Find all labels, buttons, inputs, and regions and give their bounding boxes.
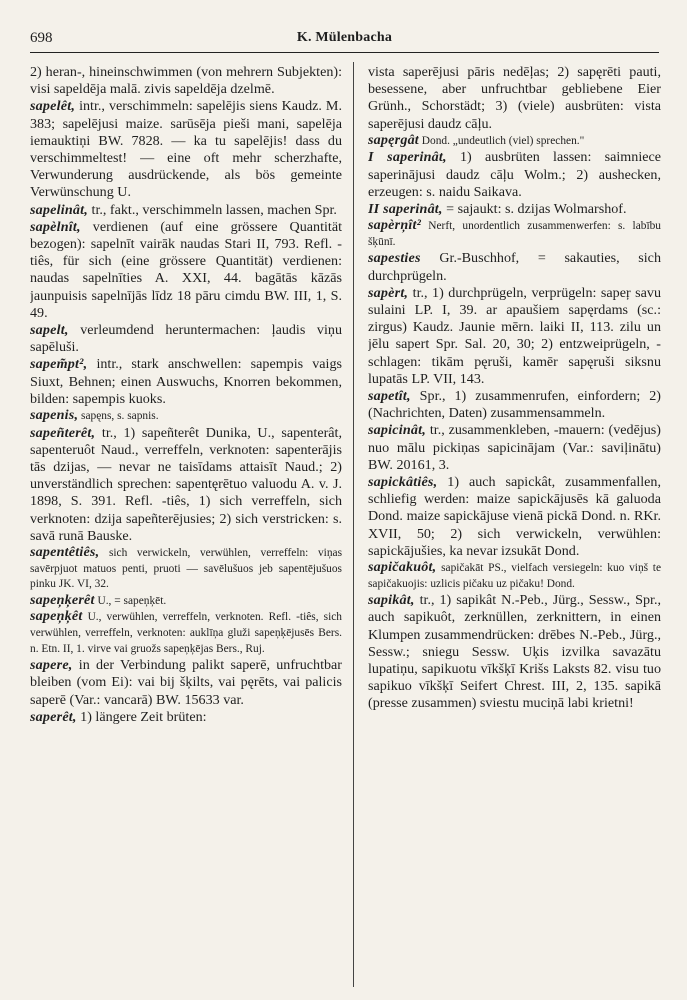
entry-text: sapęns, s. sapnis. (78, 410, 159, 423)
dictionary-entry (368, 218, 661, 250)
entry-headword: sapenis, (30, 407, 79, 424)
dictionary-entry (30, 356, 342, 408)
entry-text: intr., stark anschwellen: sapempis vaigs Siuxt, Behnen; einen Auswuchs, Knorren bekommen, bilden: sapempis kuoks. (30, 356, 342, 407)
entry-headword: sapèrņît² (368, 217, 422, 234)
entry-text: verleumdend heruntermachen: ļaudis viņu sapēluši. (30, 322, 342, 356)
entry-text: verdienen (auf eine grössere Quantität bezogen): sapelnīt vairāk naudas Stari II, 793. Refl. -tiês, für sich (eine grössere Quantität) verdienen: naudas sapelnīties A. XXI, 44. bagātās kāzās jaunpuisis sapelnījās līdz 18 pāru cimdu BW. III, 1, S. 49. (30, 218, 342, 321)
entry-headword: sapikât, (368, 592, 415, 609)
dictionary-entry (368, 388, 661, 422)
running-title: K. Mülenbacha (296, 30, 393, 45)
left-column (30, 64, 342, 984)
entry-headword: sapičakuôt, (368, 559, 437, 576)
entry-headword: II saperinât, (368, 201, 443, 218)
dictionary-entry (30, 202, 342, 219)
dictionary-entry (30, 322, 342, 356)
entry-text: tr., 1) sapikât N.-Peb., Jürg., Sessw., Spr., auch sapikuôt, zerknüllen, zerknittern, in einen Klumpen zusammendrücken: drēbes N.-Peb., Jürg., Sessw.; sniegu Sessw. Uķis izvilka savazātu lupatiņu, sapikuotu vīkšķī Krišs Laksts 82. visu tuo sapikuo vīkšķī Seifert Chrest. III, 2, 135. sapikā (presse zusammen) sviestu muciņā labi krietni! (368, 592, 661, 712)
entry-text: in der Verbindung palikt saperē, unfruchtbar bleiben (vom Ei): vai bij šķilts, vai pęrēts, vai palicis saperē (Var.: vancarā) BW. 15633 var. (30, 657, 342, 708)
dictionary-entry (30, 609, 342, 657)
entry-headword: sapelinât, (30, 201, 88, 218)
entry-text: tr., zusammenkleben, -mauern: (vedējus) nuo mālu pickiņas sapicinājam (Var.: saviļinātu) BW. 20161, 3. (368, 422, 661, 473)
dictionary-entry (368, 422, 661, 474)
entry-text: Dond. „undeutlich (viel) sprechen." (418, 134, 585, 147)
entry-headword: sapem̃pt², (30, 356, 88, 373)
dictionary-entry (30, 657, 342, 709)
entry-text: Spr., 1) zusammenrufen, einfordern; 2) (Nachrichten, Daten) zusammensammeln. (368, 388, 661, 422)
dictionary-entry (30, 98, 342, 201)
dictionary-entry (368, 474, 661, 560)
entry-headword: sapickâtiês, (368, 474, 438, 491)
column-divider (353, 62, 354, 987)
dictionary-entry (30, 64, 342, 98)
right-column (368, 64, 661, 984)
entry-headword: sapentêtiês, (30, 544, 100, 561)
entry-headword: sapesties (368, 250, 421, 267)
dictionary-entry (368, 64, 661, 133)
entry-headword: I saperinât, (368, 149, 447, 166)
entry-text: Gr.-Buschhof, = sakauties, sich durchprügeln. (368, 250, 661, 284)
entry-text: sapičakāt PS., vielfach versiegeln: kuo viņš te sapičakuojis: uzlicis pičaku uz pičaku! Dond. (368, 562, 661, 590)
entry-text: = sajaukt: s. dzijas Wolmarshof. (442, 201, 627, 218)
entry-headword: sapelêt, (30, 98, 76, 115)
dictionary-entry (30, 545, 342, 593)
dictionary-entry (368, 201, 661, 218)
page-number: 698 (30, 30, 53, 46)
dictionary-entry (368, 149, 661, 201)
entry-text: U., = sapeņķēt. (94, 594, 167, 607)
entry-text: tr., 1) durchprügeln, verprügeln: sapeŗ savu sulaini LP. I, 39. ar apaušiem sapęrdams (sc.: zirgus) Kaudz. Jaunie mērn. laiki II, 113. zilu un jēlu sapert Spr. Sal. 20, 30; 2) entzweiprügeln, -schlagen: tikām pęruši, kamēr sapęruši siksnu lupatās LP. VII, 143. (368, 284, 661, 387)
dictionary-entry (368, 133, 661, 150)
entry-text: U., verwühlen, verreffeln, verknoten. Refl. -tiês, sich verwühlen, verreffeln, verknoten: auklīņa gluži sapeņķējusēs Bers. n. Etn. II, 1. virve vai gruožs sapeņķējas Bers., Ruj. (30, 611, 342, 655)
entry-text: intr., verschimmeln: sapelējis siens Kaudz. M. 383; sapelējusi maize. sarūsēja pieši mani, sapelēja iemauktiņi BW. 7828. — ka tu sapelējis! dass du verschimmeltest! — eine oft mehr scherzhafte, Verwunderung ausdrückende, als bös gemeinte Verwünschung U. (30, 98, 342, 201)
dictionary-entry (30, 408, 342, 425)
entry-text: 2) heran-, hineinschwimmen (von mehrern Subjekten): visi sapeldēja malā. zivis sapeldēja dzelmē. (30, 64, 342, 98)
entry-headword: sapelt, (30, 322, 69, 339)
dictionary-entry (30, 593, 342, 610)
entry-headword: sapicinât, (368, 422, 426, 439)
page-header (30, 30, 659, 52)
entry-text: 1) längere Zeit brüten: (76, 708, 207, 725)
entry-headword: sapeñterêt, (30, 424, 96, 441)
dictionary-entry (368, 285, 661, 388)
entry-headword: sapetît, (368, 388, 411, 405)
header-rule (30, 52, 659, 53)
dictionary-entry (30, 425, 342, 545)
entry-headword: sapeņķerêt (30, 591, 95, 608)
entry-text: tr., 1) sapeñterêt Dunika, U., sapenterât, sapenteruôt Naud., verreffeln, verknoten: sapenterājis tās dzijas, — nevar ne taisīdams attaisīt Naud.; 2) unverständlich sprechen: sapentęrētuo valuodu A. v. J. 1898, S. 391. Refl. -tiês, 1) sich verreffeln, sich verknoten: dzija sapeñterējusies; 2) sich verstricken: s. savā runā Bauske. (30, 424, 342, 544)
entry-headword: saperêt, (30, 708, 77, 725)
entry-headword: sapere, (30, 657, 73, 674)
dictionary-entry (30, 219, 342, 322)
entry-text: sich verwickeln, verwühlen, verreffeln: viņas savērpjuot matuos penti, pruoti — savēlušuos jeb sapentējušuos pinku JK. VI, 32. (30, 547, 342, 591)
dictionary-entry (368, 592, 661, 712)
entry-headword: sapèlnît, (30, 218, 81, 235)
entry-text: 1) ausbrüten lassen: saimniece saperinājusi daudz cāļu Wolm.; 2) aushecken, erzeugen: s. naidu Saikava. (368, 149, 661, 200)
entry-headword: sapęrgât (368, 131, 419, 148)
entry-headword: sapèrt, (368, 284, 409, 301)
entry-text: 1) auch sapickât, zusammenfallen, schliefig werden: maize sapickājusēs kā galuoda Dond. maize sapickājuse vienā pickā Dond. n. RKr. XVII, 50; 2) sich verwickeln, verwühlen: sapickājušies, ka nevar izsukāt Dond. (368, 474, 661, 559)
dictionary-entry (368, 250, 661, 284)
entry-text: Nerft, unordentlich zusammenwerfen: s. labību šķūnī. (368, 220, 661, 248)
entry-text: vista saperējusi pāris nedēļas; 2) sapęrēti pauti, besessene, aber unfruchtbar gebliebene Eier Grünh., Schorstädt; 3) (viele) ausbrüten: vista saperējusi daudz cāļu. (368, 64, 661, 132)
dictionary-entry (368, 560, 661, 592)
entry-text: tr., fakt., verschimmeln lassen, machen Spr. (88, 201, 337, 218)
entry-headword: sapeņķêt (30, 608, 83, 625)
dictionary-entry (30, 709, 342, 726)
